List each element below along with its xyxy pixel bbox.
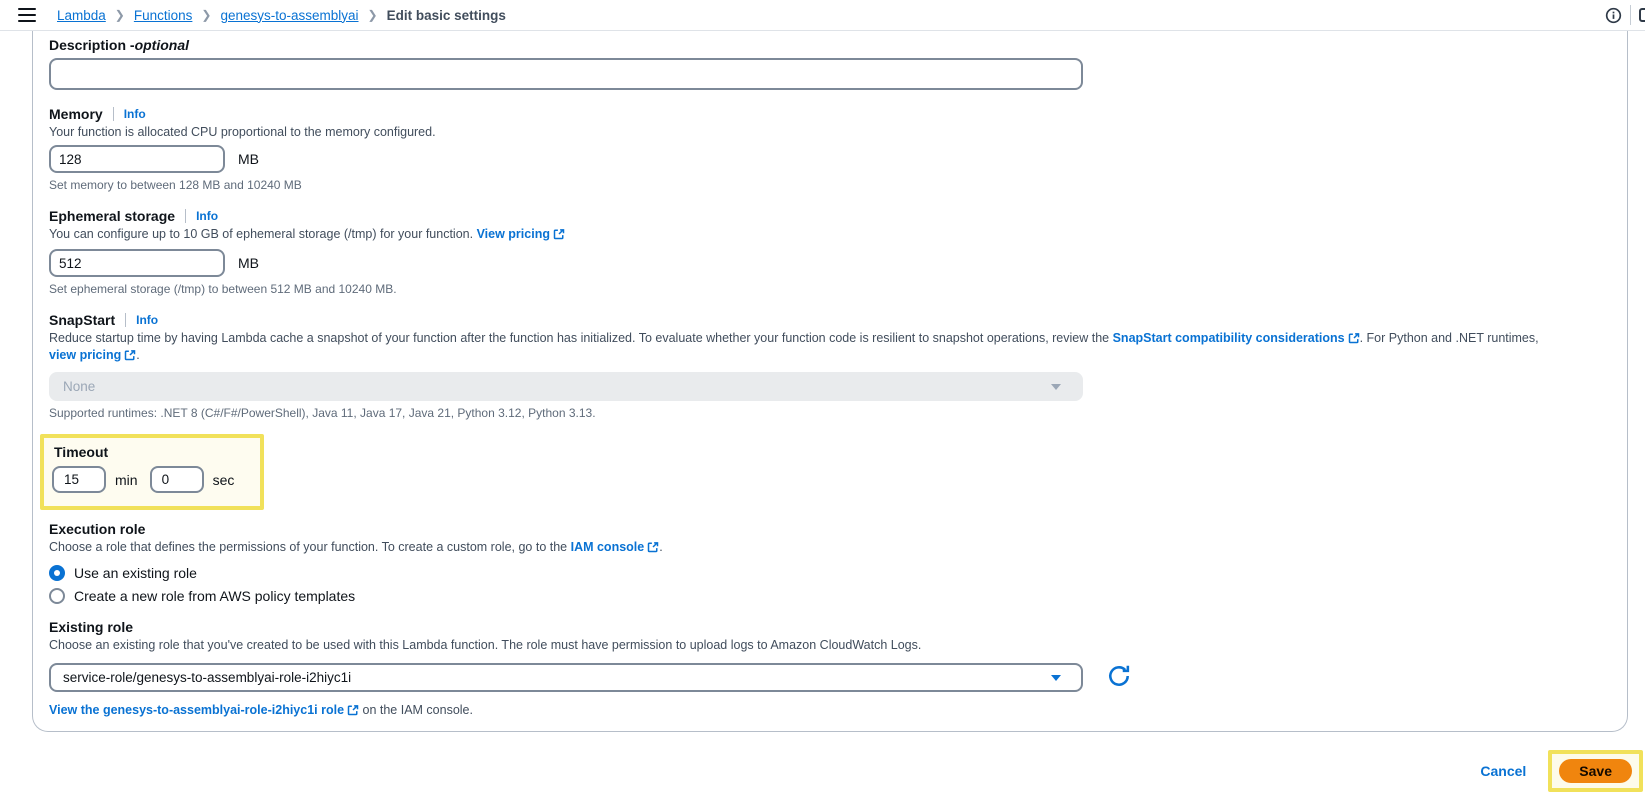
timeout-seconds-input[interactable] bbox=[150, 466, 204, 493]
edit-basic-settings-card bbox=[32, 31, 1628, 732]
save-highlight-box bbox=[1548, 750, 1643, 792]
description-field bbox=[49, 37, 1607, 90]
memory-description: Your function is allocated CPU proportional to the memory configured. bbox=[49, 125, 436, 139]
iam-console-link[interactable]: IAM console bbox=[571, 540, 660, 554]
chevron-down-icon bbox=[1051, 384, 1061, 390]
existing-role-description: Choose an existing role that you've created to be used with this Lambda function. The role must have permission to upload logs to Amazon CloudWatch Logs. bbox=[49, 638, 922, 652]
cancel-button[interactable]: Cancel bbox=[1480, 763, 1527, 779]
memory-input[interactable] bbox=[49, 145, 225, 173]
ephemeral-storage-field bbox=[49, 208, 1607, 296]
view-pricing-link[interactable]: View pricing bbox=[477, 227, 565, 241]
chevron-right-icon: ❯ bbox=[201, 8, 212, 22]
save-button[interactable]: Save bbox=[1559, 759, 1632, 783]
panel-icon-partial[interactable] bbox=[1639, 8, 1645, 22]
timeout-highlight-box bbox=[40, 434, 264, 510]
external-link-icon bbox=[1348, 332, 1360, 348]
breadcrumb-lambda[interactable]: Lambda bbox=[57, 7, 106, 23]
external-link-icon bbox=[124, 349, 136, 365]
ephemeral-constraint-text: Set ephemeral storage (/tmp) to between 512 MB and 10240 MB. bbox=[49, 282, 397, 296]
refresh-roles-button[interactable] bbox=[1106, 665, 1132, 691]
timeout-minutes-input[interactable] bbox=[52, 466, 106, 493]
execution-role-field bbox=[49, 521, 1607, 604]
view-role-line: View the genesys-to-assemblyai-role-i2hiyc1i role on the IAM console. bbox=[49, 703, 473, 717]
breadcrumb-current-page: Edit basic settings bbox=[386, 7, 506, 23]
label-divider bbox=[185, 209, 186, 223]
view-role-link[interactable]: View the genesys-to-assemblyai-role-i2hiyc1i role bbox=[49, 703, 359, 717]
description-label: Description - optional bbox=[49, 37, 190, 53]
ephemeral-unit-label: MB bbox=[238, 255, 259, 271]
ephemeral-description: You can configure up to 10 GB of ephemeral storage (/tmp) for your function. View pricing bbox=[49, 227, 1549, 244]
chevron-right-icon: ❯ bbox=[114, 8, 125, 22]
timeout-label: Timeout bbox=[54, 444, 109, 460]
refresh-icon bbox=[1107, 664, 1131, 691]
memory-unit-label: MB bbox=[238, 151, 259, 167]
breadcrumb-functions[interactable]: Functions bbox=[133, 7, 193, 23]
snapstart-description: Reduce startup time by having Lambda cache a snapshot of your function after the function has initialized. To evaluate whether your function code is resilient to snapshot operations, review the SnapStart compatibility considerations . For Python and .NET runtimes, view pricing . bbox=[49, 331, 1549, 365]
info-circle-icon[interactable] bbox=[1598, 7, 1628, 24]
external-link-icon bbox=[553, 228, 565, 244]
hamburger-menu-icon[interactable] bbox=[18, 8, 36, 22]
top-navigation-bar bbox=[0, 0, 1645, 31]
memory-constraint-text: Set memory to between 128 MB and 10240 MB bbox=[49, 178, 302, 192]
execution-role-label: Execution role bbox=[49, 521, 146, 537]
topbar-divider bbox=[1630, 5, 1631, 25]
label-divider bbox=[113, 107, 114, 121]
chevron-right-icon: ❯ bbox=[367, 8, 378, 22]
snapstart-view-pricing-link[interactable]: view pricing bbox=[49, 348, 136, 362]
execution-role-description: Choose a role that defines the permissions of your function. To create a custom role, go to the IAM console . bbox=[49, 540, 1549, 557]
existing-role-select[interactable]: service-role/genesys-to-assemblyai-role-i2hiyc1i bbox=[49, 663, 1083, 692]
breadcrumb bbox=[57, 8, 506, 23]
snapstart-constraint-text: Supported runtimes: .NET 8 (C#/F#/PowerShell), Java 11, Java 17, Java 21, Python 3.12, Python 3.13. bbox=[49, 406, 596, 420]
memory-label: Memory bbox=[49, 106, 103, 122]
external-link-icon bbox=[347, 704, 359, 719]
memory-info-link[interactable]: Info bbox=[123, 107, 146, 121]
snapstart-compatibility-link[interactable]: SnapStart compatibility considerations bbox=[1113, 331, 1360, 345]
ephemeral-info-link[interactable]: Info bbox=[196, 209, 219, 223]
snapstart-field bbox=[49, 312, 1607, 420]
snapstart-info-link[interactable]: Info bbox=[136, 313, 159, 327]
snapstart-label: SnapStart bbox=[49, 312, 116, 328]
label-divider bbox=[125, 313, 126, 327]
radio-selected-icon bbox=[49, 565, 65, 581]
memory-field bbox=[49, 106, 1607, 192]
ephemeral-storage-label: Ephemeral storage bbox=[49, 208, 176, 224]
radio-unselected-icon bbox=[49, 588, 65, 604]
snapstart-select: None bbox=[49, 372, 1083, 401]
timeout-minutes-unit: min bbox=[115, 471, 138, 488]
footer-actions bbox=[1480, 750, 1643, 792]
breadcrumb-function-name[interactable]: genesys-to-assemblyai bbox=[220, 7, 359, 23]
ephemeral-storage-input[interactable] bbox=[49, 249, 225, 277]
existing-role-field bbox=[49, 619, 1607, 719]
description-input[interactable] bbox=[49, 58, 1083, 90]
timeout-seconds-unit: sec bbox=[212, 471, 235, 488]
external-link-icon bbox=[647, 541, 659, 557]
radio-use-existing-role[interactable]: Use an existing role bbox=[49, 565, 1607, 581]
existing-role-label: Existing role bbox=[49, 619, 134, 635]
chevron-down-icon bbox=[1051, 675, 1061, 681]
radio-create-new-role[interactable]: Create a new role from AWS policy templates bbox=[49, 588, 1607, 604]
